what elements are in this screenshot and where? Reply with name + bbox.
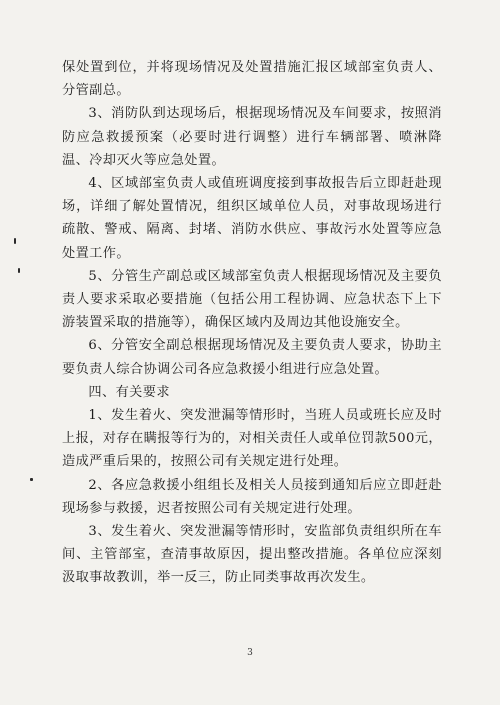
paragraph-item-4: 4、区域部室负责人或值班调度接到事故报告后立即赶赴现场，详细了解处置情况，组织区域单位人员，对事故现场进行疏散、警戒、隔离、封堵、消防水供应、事故污水处置等应急处置工作。 xyxy=(62,176,442,261)
section-heading: 四、有关要求 xyxy=(88,384,170,400)
requirement-item-3: 3、发生着火、突发泄漏等情形时，安监部负责组织所在车间、主管部室，查清事故原因，提出整改措施。各单位应深刻汲取事故教训，举一反三，防止同类事故再次发生。 xyxy=(62,524,442,586)
page-number: 3 xyxy=(247,648,253,658)
paragraph-item-3: 3、消防队到达现场后，根据现场情况及车间要求，按照消防应急救援预案（必要时进行调整）进行车辆部署、喷淋降温、冷却灭火等应急处置。 xyxy=(62,106,442,168)
paragraph-item-5: 5、分管生产副总或区域部室负责人根据现场情况及主要负责人要求采取必要措施（包括公用工程协调、应急状态下上下游装置采取的措施等），确保区域内及周边其他设施安全。 xyxy=(62,268,442,331)
paragraph-continuation: 保处置到位，并将现场情况及处置措施汇报区域部室负责人、分管副总。 xyxy=(62,60,442,99)
paragraph-item-6: 6、分管安全副总根据现场情况及主要负责人要求，协助主要负责人综合协调公司各应急救援小组进行应急处置。 xyxy=(62,338,442,377)
scan-speck xyxy=(30,478,33,481)
scan-speck xyxy=(14,238,16,244)
requirement-item-2: 2、各应急救援小组组长及相关人员接到通知后应立即赶赴现场参与救援，迟者按照公司有关规定进行处理。 xyxy=(62,477,442,516)
scan-speck xyxy=(18,268,20,273)
document-body xyxy=(62,56,442,590)
requirement-item-1: 1、发生着火、突发泄漏等情形时，当班人员或班长应及时上报，对存在瞒报等行为的，对相关责任人或单位罚款500元，造成严重后果的，按照公司有关规定进行处理。 xyxy=(62,408,442,470)
